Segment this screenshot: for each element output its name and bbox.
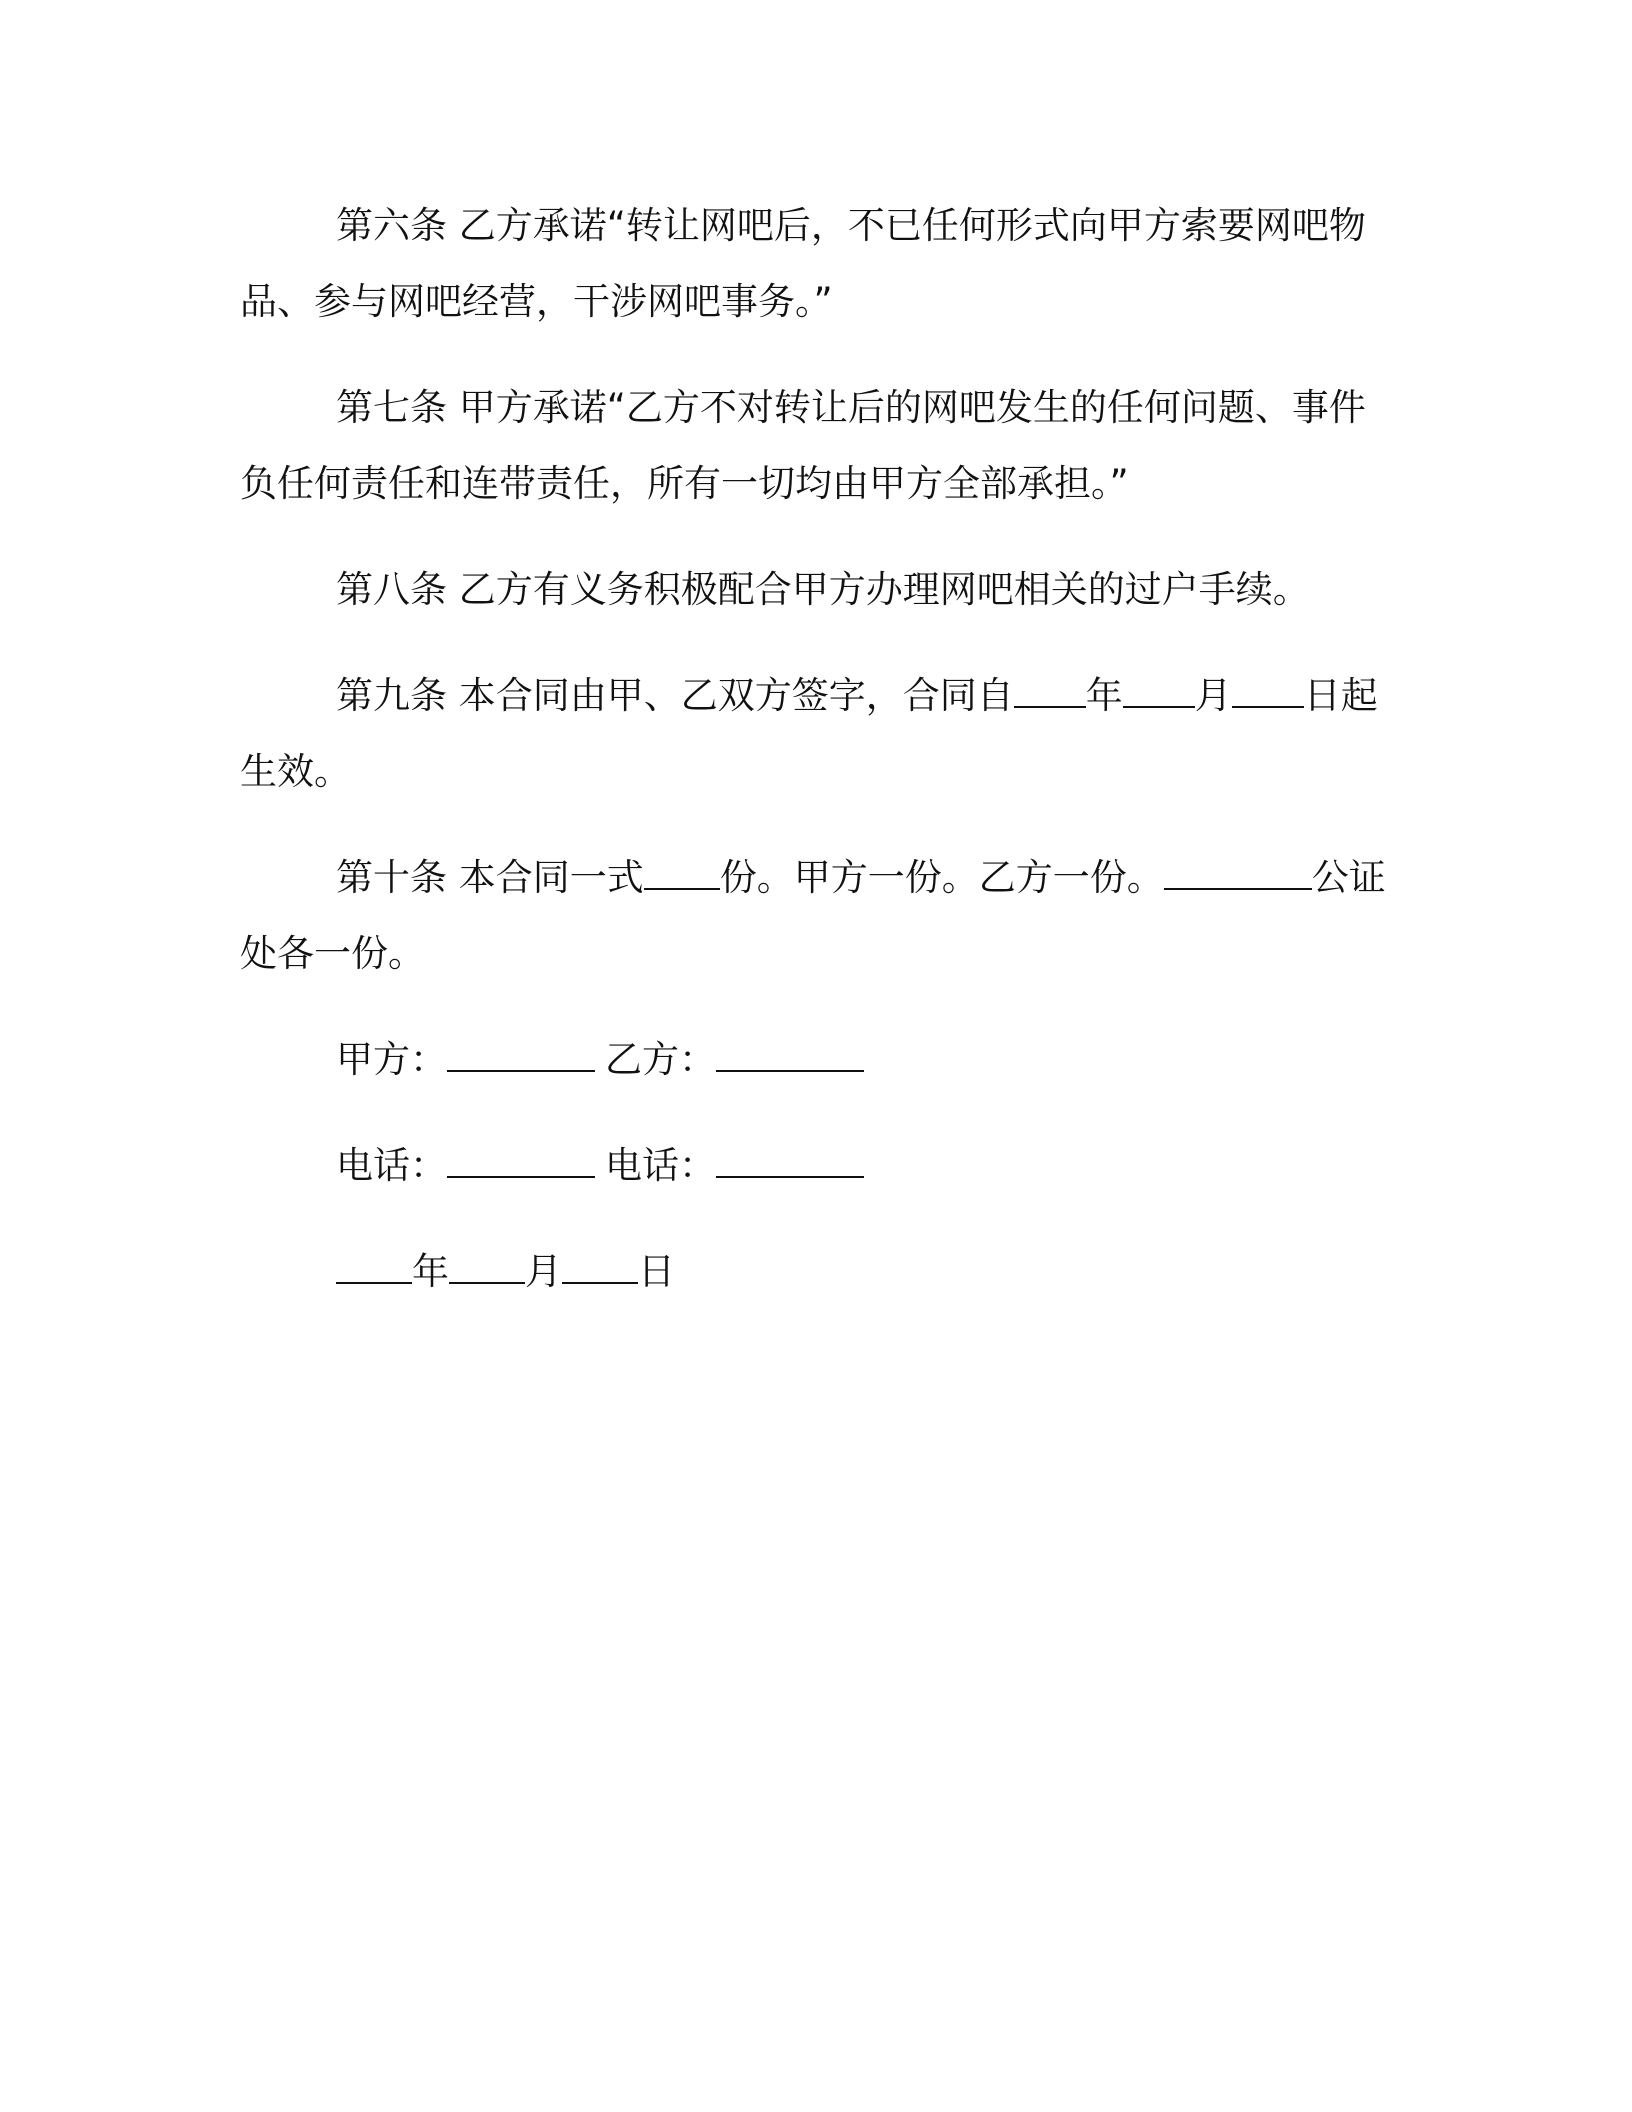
article-8: 第八条 乙方有义务积极配合甲方办理网吧相关的过户手续。	[336, 568, 1310, 611]
party-b-blank	[716, 1040, 864, 1072]
phone-row	[240, 1128, 1388, 1204]
article-9-year: 年	[1085, 674, 1123, 717]
article-7: 第七条 甲方承诺“乙方不对转让后的网吧发生的任何问题、事件负任何责任和连带责任，所有一切均由甲方全部承担。”	[240, 386, 1366, 505]
party-a-label: 甲方：	[336, 1038, 447, 1081]
article-6: 第六条 乙方承诺“转让网吧后，不已任何形式向甲方索要网吧物品、参与网吧经营，干涉网吧事务。”	[240, 204, 1366, 323]
date-year-label: 年	[412, 1250, 449, 1293]
article-10-prefix: 第十条 本合同一式	[336, 856, 644, 899]
party-signature-row	[240, 1022, 1388, 1098]
date-row	[240, 1234, 1388, 1310]
date-month-blank	[449, 1252, 525, 1284]
day-blank	[1232, 676, 1304, 708]
notary-blank	[1164, 858, 1312, 890]
date-year-blank	[336, 1252, 412, 1284]
article-10	[240, 840, 1388, 992]
copies-blank	[644, 858, 720, 890]
phone-b-blank	[716, 1146, 864, 1178]
article-9-month: 月	[1194, 674, 1232, 717]
article-9-suffix: 日起生效。	[240, 674, 1378, 793]
phone-a-blank	[447, 1146, 595, 1178]
article-9-prefix: 第九条 本合同由甲、乙双方签字，合同自	[336, 674, 1014, 717]
phone-b-label: 电话：	[605, 1144, 716, 1187]
phone-a-label: 电话：	[336, 1144, 447, 1187]
year-blank	[1014, 676, 1086, 708]
date-day-blank	[562, 1252, 638, 1284]
article-10-mid: 份。甲方一份。乙方一份。	[719, 856, 1164, 899]
party-a-blank	[447, 1040, 595, 1072]
month-blank	[1123, 676, 1195, 708]
article-9	[240, 658, 1388, 810]
article-10-suffix: 公证处各一份。	[240, 856, 1386, 975]
date-day-label: 日	[638, 1250, 675, 1293]
party-b-label: 乙方：	[605, 1038, 716, 1081]
date-month-label: 月	[525, 1250, 562, 1293]
document-body	[240, 188, 1388, 1340]
